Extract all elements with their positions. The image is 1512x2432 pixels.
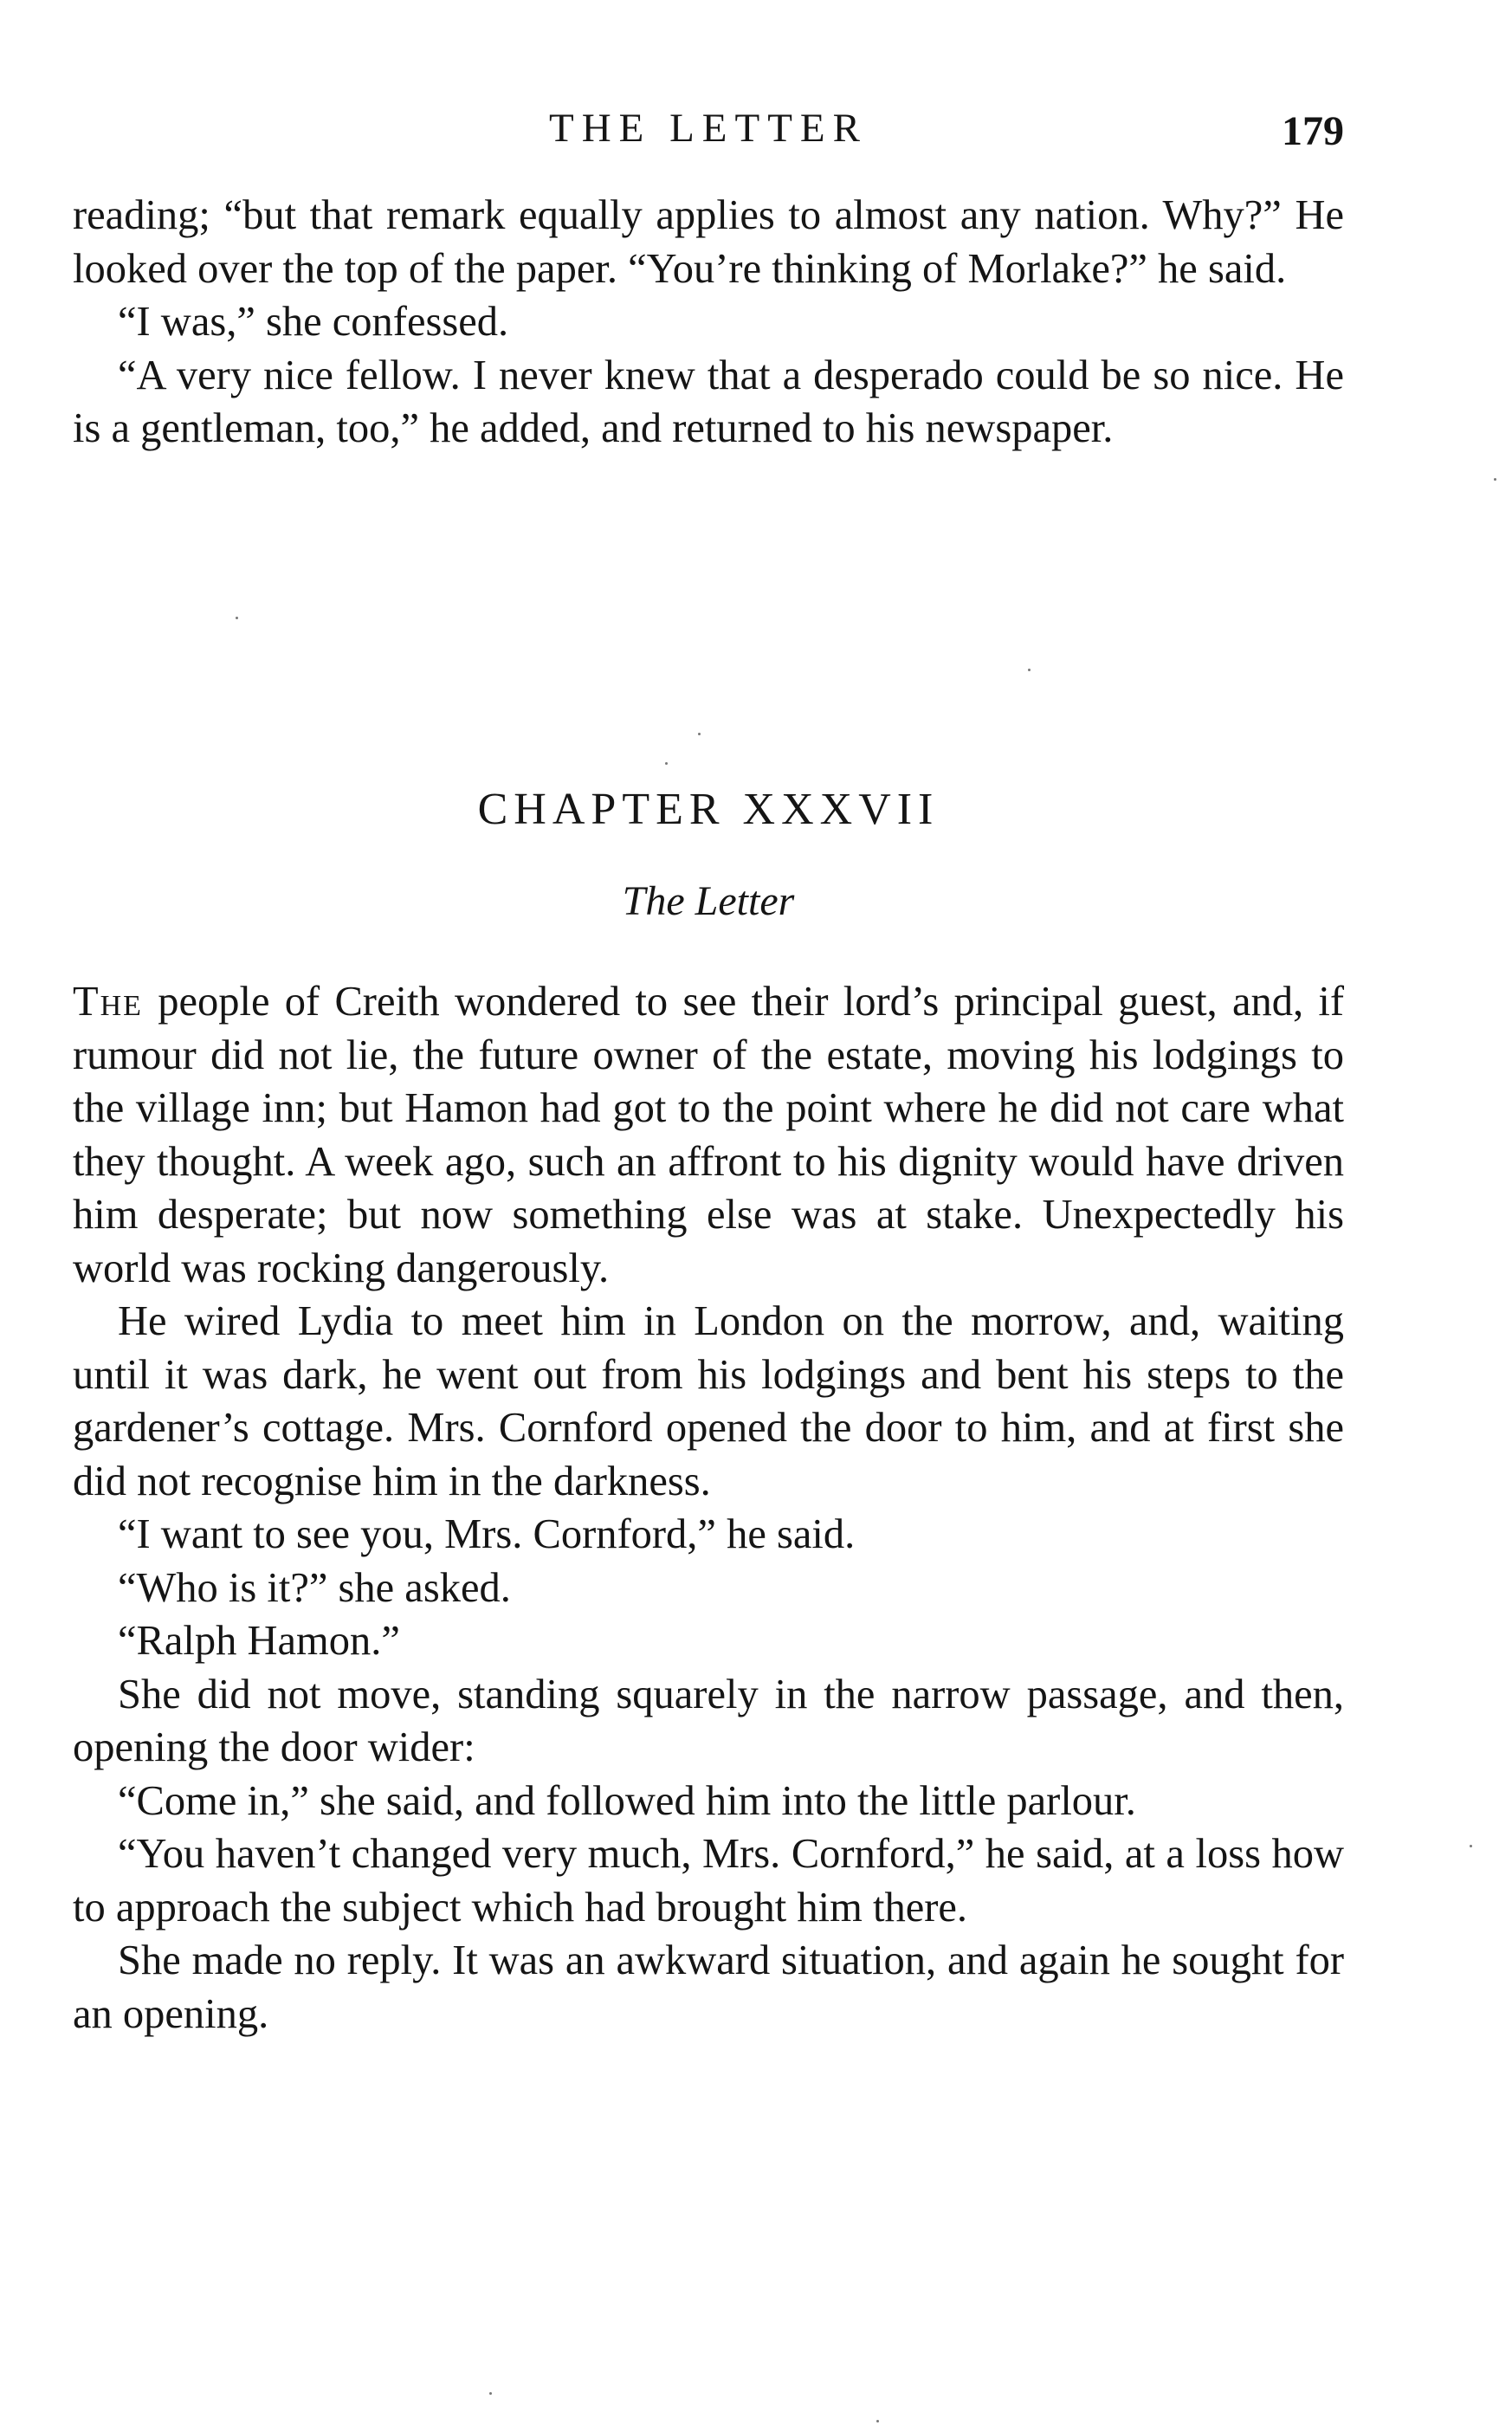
paragraph: “You haven’t changed very much, Mrs. Cornford,” he said, at a loss how to approach the subject which had brought him there. xyxy=(73,1831,1344,1931)
opening-paragraph xyxy=(73,975,1344,1295)
scan-speck xyxy=(698,733,701,735)
chapter-subtitle: The Letter xyxy=(622,878,795,924)
paragraph: “A very nice fellow. I never knew that a desperado could be so nice. He is a gentleman, too,” he added, and returned to his newspaper. xyxy=(73,352,1344,451)
paragraph: She did not move, standing squarely in the narrow passage, and then, opening the door wider: xyxy=(73,1671,1344,1770)
opening-paragraph-text: people of Creith wondered to see their lord’s principal guest, and, if rumour did not lie, the future owner of the estate, moving his lodgings to the village inn; but Hamon had got to the point where he did not care what they thought. A week ago, such an affront to his dignity would have driven him desperate; but now something else was at stake. Unexpectedly his world was rocking dangerously. xyxy=(73,979,1344,1291)
scan-speck xyxy=(1028,669,1031,671)
chapter-heading: CHAPTER XXXVII xyxy=(477,785,940,834)
scan-speck xyxy=(665,762,668,765)
running-header xyxy=(73,102,1344,154)
paragraph: “I want to see you, Mrs. Cornford,” he said. xyxy=(118,1511,856,1557)
scan-speck xyxy=(876,2420,879,2422)
running-title: THE LETTER xyxy=(548,106,868,151)
scan-speck xyxy=(1470,1845,1472,1847)
paragraph: “I was,” she confessed. xyxy=(118,299,509,345)
paragraph: He wired Lydia to meet him in London on the morrow, and, waiting until it was dark, he went out from his lodgings and bent his steps to the gardener’s cottage. Mrs. Cornford opened the door to him, and at first she did not recognise him in the darkness. xyxy=(73,1298,1344,1504)
paragraph: reading; “but that remark equally applies to almost any nation. Why?” He looked over the top of the paper. “You’re thinking of Morlake?” he said. xyxy=(73,192,1344,292)
previous-chapter-ending xyxy=(73,189,1344,456)
scan-speck xyxy=(489,2392,492,2395)
paragraph: “Ralph Hamon.” xyxy=(118,1618,400,1664)
opening-word: The xyxy=(73,979,143,1025)
scan-speck xyxy=(236,617,238,619)
paragraph: “Come in,” she said, and followed him into the little parlour. xyxy=(118,1777,1136,1824)
chapter-body xyxy=(73,975,1344,2041)
paragraph: She made no reply. It was an awkward situation, and again he sought for an opening. xyxy=(73,1937,1344,2037)
paragraph: “Who is it?” she asked. xyxy=(118,1564,511,1611)
page-number: 179 xyxy=(1282,108,1344,154)
scan-speck xyxy=(1494,478,1496,481)
